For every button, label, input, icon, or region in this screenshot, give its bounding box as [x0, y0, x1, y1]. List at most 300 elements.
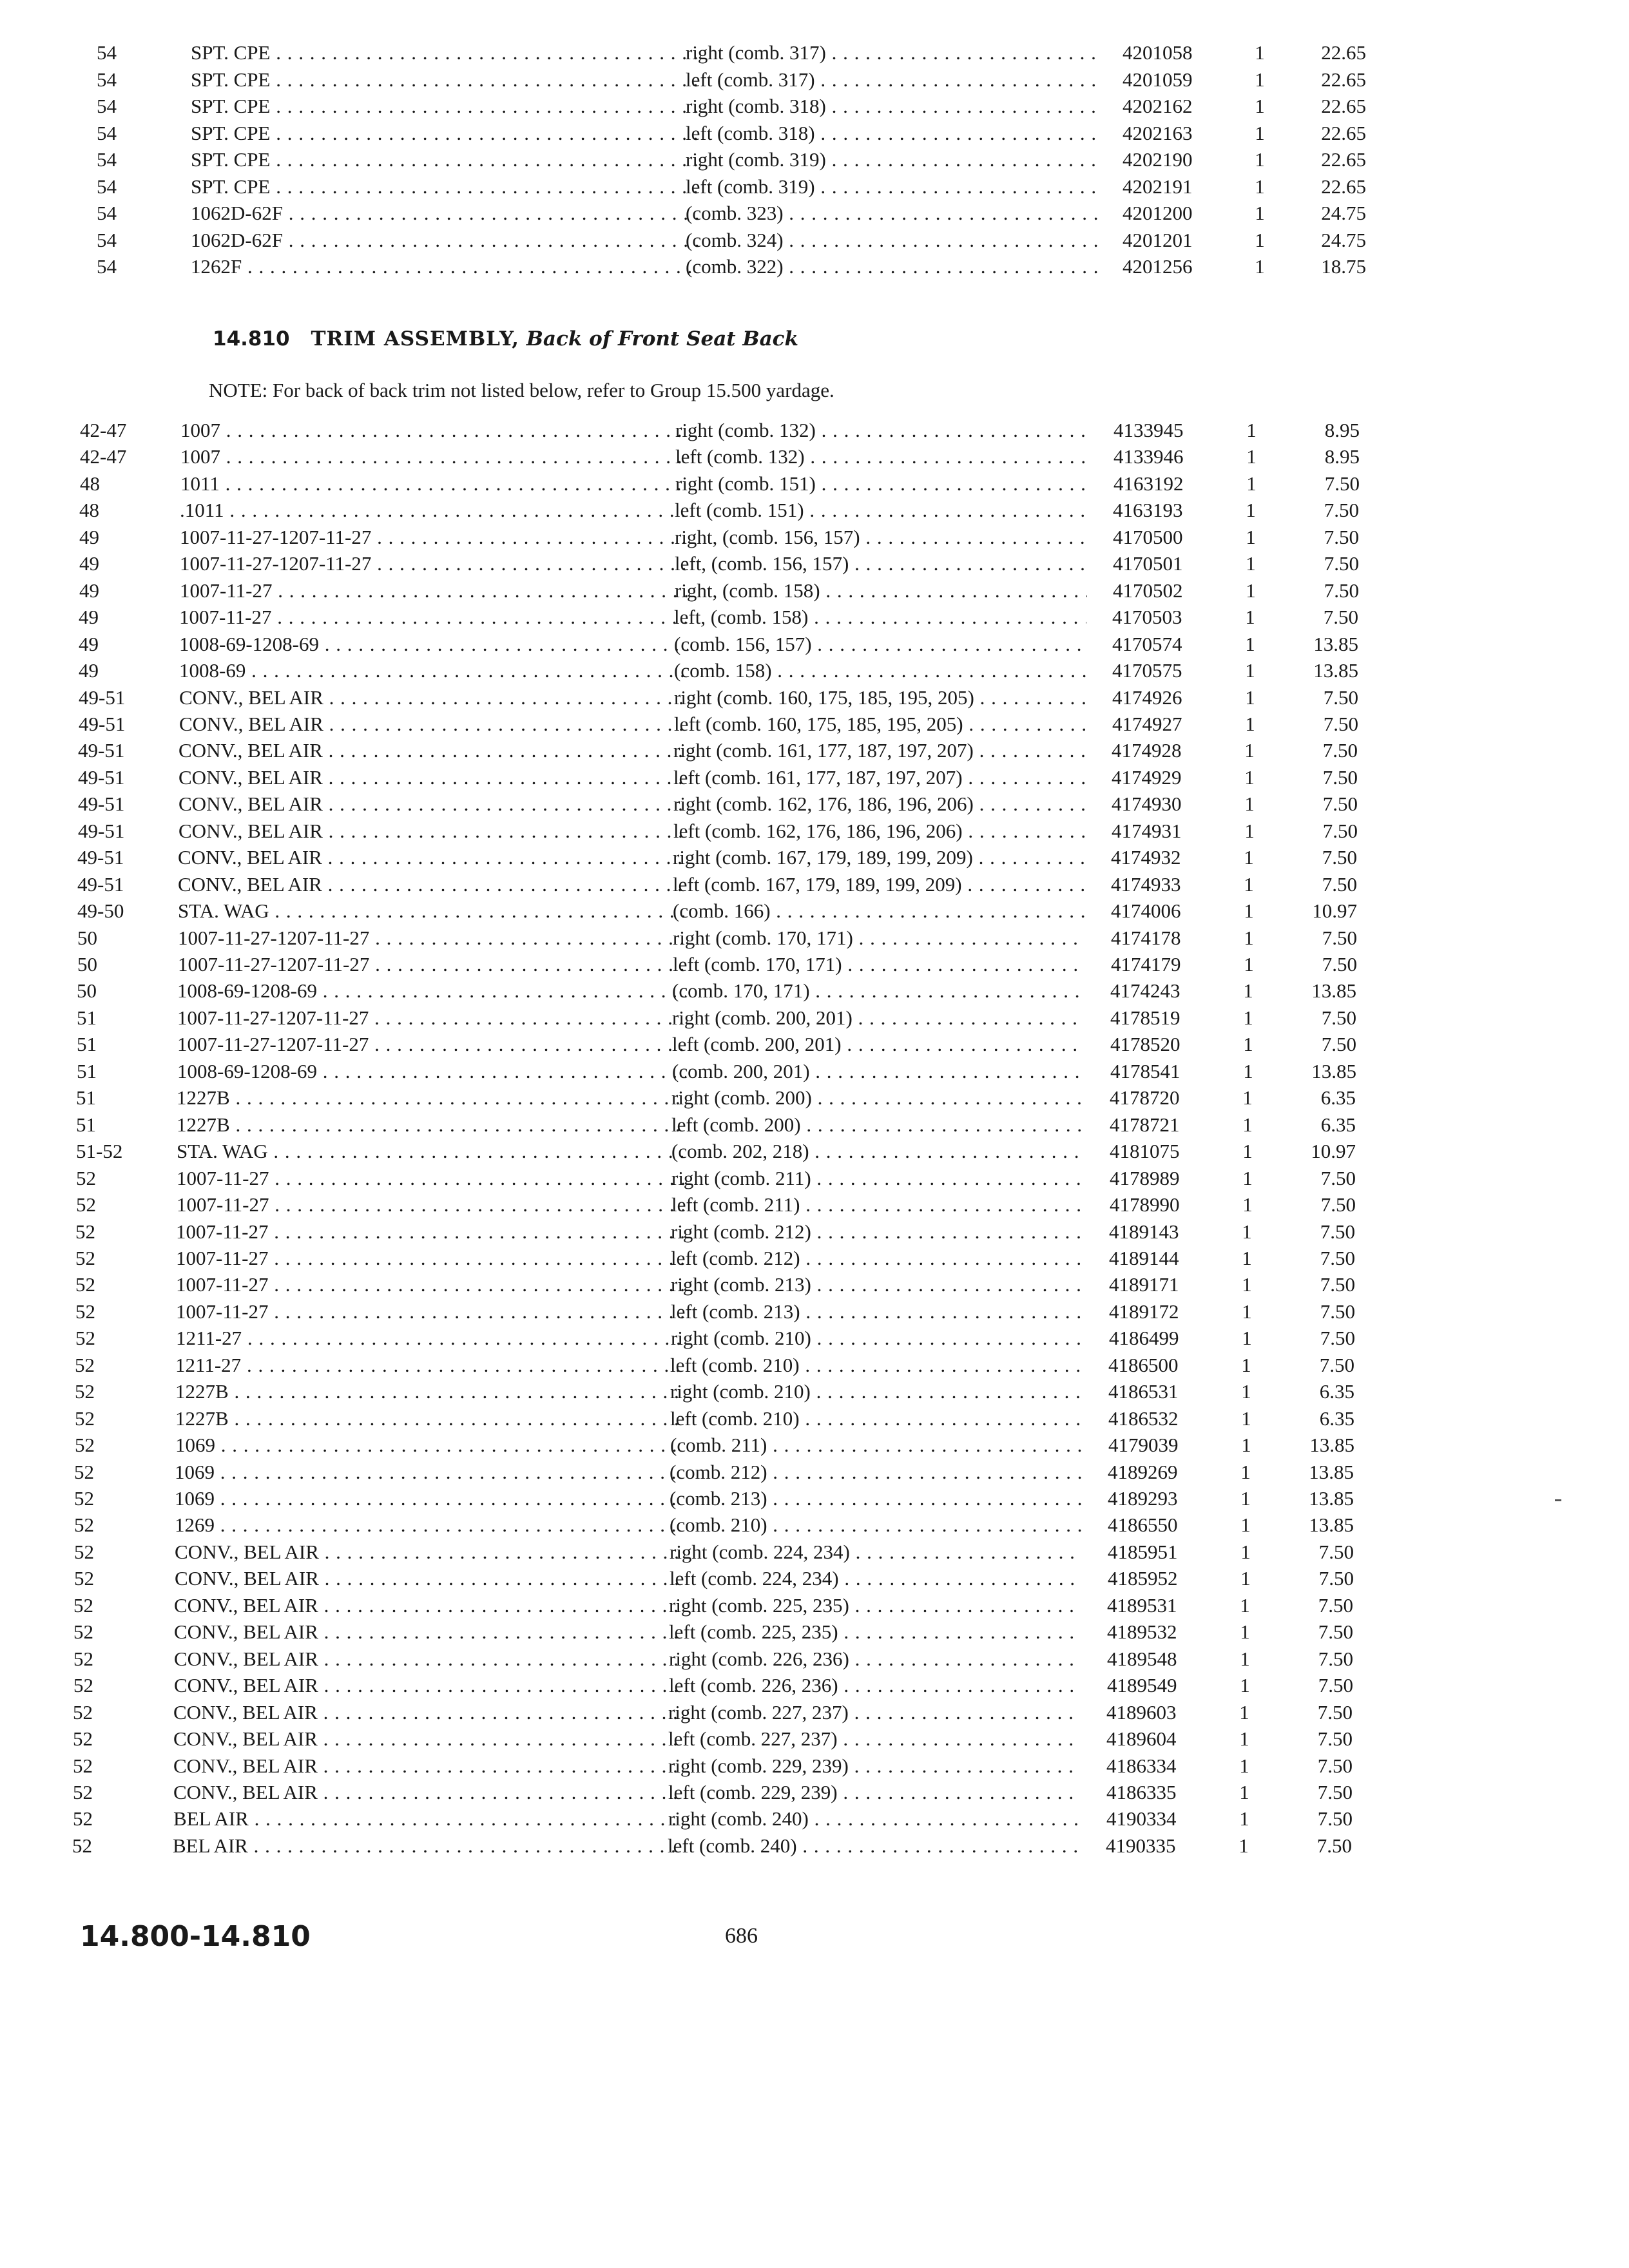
part-number-cell: 4174930: [1112, 793, 1182, 816]
description-cell: left (comb. 224, 234) . . .: [670, 1566, 1082, 1591]
description-cell: right (comb. 225, 235) . . .: [669, 1593, 1081, 1619]
year-cell: 49-51: [78, 819, 125, 842]
year-cell: 52: [74, 1487, 94, 1510]
table-row: [0, 711, 1628, 737]
year-cell: 52: [73, 1727, 93, 1751]
model-cell: STA. WAG . . .: [177, 1139, 686, 1164]
part-number-cell: 4181075: [1110, 1140, 1180, 1163]
table-row: [0, 1032, 1626, 1057]
table-row: [0, 1700, 1622, 1725]
description-cell: left (comb. 317) . . .: [686, 67, 1098, 93]
table-row: [0, 631, 1628, 657]
part-number-cell: 4189293: [1108, 1487, 1178, 1510]
price-cell: 10.97: [1311, 1140, 1356, 1163]
part-number-cell: 4202162: [1123, 95, 1193, 117]
quantity-cell: 1: [1255, 175, 1265, 198]
description-cell: (comb. 166) . . .: [673, 898, 1085, 924]
quantity-cell: 1: [1241, 1353, 1251, 1376]
description-cell: left (comb. 229, 239) . . .: [668, 1780, 1081, 1805]
description-cell: right (comb. 162, 176, 186, 196, 206) . . .: [673, 791, 1086, 817]
price-cell: 22.65: [1321, 68, 1366, 91]
description-cell: left (comb. 160, 175, 185, 195, 205) . . .: [674, 711, 1086, 737]
year-cell: 49: [79, 606, 99, 629]
description-cell: right (comb. 319) . . .: [686, 147, 1098, 173]
table-row: [0, 1512, 1623, 1538]
year-cell: 51: [76, 1113, 96, 1136]
price-cell: 22.65: [1321, 175, 1366, 198]
quantity-cell: 1: [1241, 1407, 1251, 1430]
year-cell: 54: [97, 95, 117, 117]
quantity-cell: 1: [1246, 552, 1256, 575]
model-cell: 1062D-62F . . .: [191, 227, 700, 253]
description-cell: right (comb. 227, 237) . . .: [668, 1700, 1081, 1725]
model-cell: SPT. CPE . . .: [191, 120, 700, 146]
quantity-cell: 1: [1242, 1300, 1252, 1323]
quantity-cell: 1: [1241, 1380, 1251, 1403]
price-cell: 7.50: [1317, 1780, 1353, 1803]
quantity-cell: 1: [1255, 228, 1265, 251]
model-cell: 1211-27 . . .: [175, 1352, 684, 1378]
year-cell: 52: [74, 1460, 94, 1483]
quantity-cell: 1: [1244, 739, 1255, 762]
quantity-cell: 1: [1243, 1033, 1253, 1056]
table-row: [0, 1139, 1625, 1164]
year-cell: 52: [75, 1434, 95, 1457]
table-row: [0, 604, 1628, 630]
price-cell: 7.50: [1324, 552, 1359, 575]
model-cell: 1007-11-27 . . .: [177, 1192, 686, 1218]
part-number-cell: 4189269: [1108, 1460, 1178, 1483]
year-cell: 52: [72, 1834, 92, 1857]
model-cell: 1269 . . .: [175, 1512, 684, 1538]
group-range: 14.800-14.810: [80, 1920, 311, 1953]
model-cell: CONV., BEL AIR . . .: [174, 1593, 683, 1619]
part-number-cell: 4189143: [1109, 1220, 1179, 1243]
part-number-cell: 4186500: [1108, 1353, 1179, 1376]
year-cell: 49-51: [79, 712, 126, 735]
price-cell: 7.50: [1324, 499, 1359, 522]
quantity-cell: 1: [1244, 926, 1254, 949]
quantity-cell: 1: [1242, 1246, 1252, 1269]
year-cell: 42-47: [80, 419, 127, 441]
part-number-cell: 4201058: [1123, 41, 1193, 64]
description-cell: right (comb. 200, 201) . . .: [672, 1005, 1084, 1031]
quantity-cell: 1: [1244, 793, 1255, 816]
price-cell: 7.50: [1322, 953, 1357, 975]
description-cell: (comb. 213) . . .: [670, 1486, 1082, 1512]
price-cell: 7.50: [1324, 579, 1359, 602]
model-cell: CONV., BEL AIR . . .: [173, 1780, 682, 1805]
model-cell: SPT. CPE . . .: [191, 174, 700, 200]
quantity-cell: 1: [1241, 1434, 1251, 1457]
quantity-cell: 1: [1239, 1834, 1249, 1857]
table-row: [0, 1299, 1624, 1325]
table-row: [0, 1352, 1624, 1378]
table-row: [0, 685, 1628, 711]
part-number-cell: 4174928: [1112, 739, 1182, 762]
year-cell: 52: [73, 1647, 93, 1670]
quantity-cell: 1: [1245, 632, 1255, 655]
model-cell: 1227B . . .: [175, 1406, 684, 1432]
quantity-cell: 1: [1242, 1220, 1252, 1243]
description-cell: right (comb. 318) . . .: [686, 93, 1098, 119]
price-cell: 24.75: [1321, 202, 1366, 224]
part-number-cell: 4170575: [1112, 659, 1182, 682]
table-row: [0, 1192, 1625, 1218]
table-row: [0, 1166, 1625, 1191]
section-number: 14.810: [213, 327, 290, 351]
year-cell: 49: [79, 579, 99, 602]
table-row: [0, 1593, 1623, 1619]
description-cell: (comb. 158) . . .: [674, 658, 1086, 684]
price-cell: 7.50: [1318, 1540, 1354, 1563]
description-cell: left (comb. 161, 177, 187, 197, 207) . . .: [673, 765, 1086, 791]
model-cell: 1227B . . .: [177, 1112, 686, 1138]
part-number-cell: 4174932: [1111, 846, 1181, 869]
year-cell: 49-51: [79, 686, 126, 709]
description-cell: right (comb. 210) . . .: [670, 1379, 1083, 1405]
table-row: [0, 444, 1629, 470]
description-cell: left (comb. 213) . . .: [671, 1299, 1083, 1325]
price-cell: 7.50: [1320, 1193, 1356, 1216]
part-number-cell: 4201200: [1123, 202, 1193, 224]
part-number-cell: 4189531: [1107, 1593, 1177, 1617]
price-cell: 7.50: [1321, 1033, 1356, 1056]
part-number-cell: 4178519: [1110, 1006, 1181, 1029]
description-cell: left (comb. 240) . . .: [668, 1833, 1080, 1859]
price-cell: 7.50: [1320, 1300, 1355, 1323]
price-cell: 7.50: [1320, 1220, 1355, 1243]
price-cell: 7.50: [1322, 793, 1358, 816]
model-cell: CONV., BEL AIR . . .: [179, 711, 688, 737]
year-cell: 52: [75, 1300, 95, 1323]
year-cell: 52: [74, 1540, 94, 1563]
table-row: [0, 925, 1626, 951]
quantity-cell: 1: [1255, 255, 1265, 278]
model-cell: 1007 . . .: [180, 444, 689, 470]
year-cell: 52: [75, 1380, 95, 1403]
quantity-cell: 1: [1239, 1807, 1249, 1831]
quantity-cell: 1: [1242, 1327, 1252, 1350]
description-cell: left (comb. 200) . . .: [671, 1112, 1084, 1138]
part-number-cell: 4178541: [1110, 1059, 1181, 1082]
model-cell: 1008-69 . . .: [179, 658, 688, 684]
year-cell: 52: [75, 1407, 95, 1430]
year-cell: 54: [97, 148, 117, 171]
part-number-cell: 4178989: [1110, 1166, 1180, 1189]
description-cell: right (comb. 151) . . .: [675, 471, 1088, 497]
price-cell: 7.50: [1317, 1807, 1353, 1831]
year-cell: 49-51: [78, 765, 125, 789]
price-cell: 7.50: [1322, 872, 1357, 896]
table-row: [0, 658, 1628, 684]
model-cell: 1007-11-27 . . .: [176, 1219, 685, 1245]
quantity-cell: 1: [1255, 41, 1265, 64]
part-number-cell: 4202191: [1123, 175, 1193, 198]
quantity-cell: 1: [1245, 712, 1255, 735]
quantity-cell: 1: [1240, 1593, 1250, 1617]
year-cell: 49-50: [77, 899, 124, 923]
year-cell: 52: [73, 1807, 93, 1831]
price-cell: 7.50: [1320, 1246, 1355, 1269]
model-cell: CONV., BEL AIR . . .: [175, 1566, 684, 1591]
table-row: [0, 1619, 1623, 1645]
year-cell: 52: [73, 1593, 93, 1617]
quantity-cell: 1: [1246, 445, 1257, 468]
year-cell: 54: [97, 68, 117, 91]
table-row: [0, 471, 1629, 497]
quantity-cell: 1: [1239, 1754, 1249, 1777]
description-cell: left (comb. 151) . . .: [675, 497, 1087, 523]
price-cell: 7.50: [1322, 739, 1358, 762]
model-cell: BEL AIR . . .: [173, 1833, 682, 1859]
part-number-cell: 4189604: [1106, 1727, 1177, 1751]
part-number-cell: 4190334: [1106, 1807, 1177, 1831]
price-cell: 10.97: [1312, 899, 1357, 923]
description-cell: (comb. 156, 157) . . .: [674, 631, 1086, 657]
price-cell: 7.50: [1323, 606, 1358, 629]
quantity-cell: 1: [1240, 1460, 1251, 1483]
table-row: [0, 978, 1626, 1004]
quantity-cell: 1: [1255, 202, 1265, 224]
description-cell: left (comb. 162, 176, 186, 196, 206) . . .: [673, 818, 1086, 844]
part-number-cell: 4189171: [1109, 1273, 1179, 1296]
price-cell: 6.35: [1320, 1086, 1356, 1110]
quantity-cell: 1: [1246, 419, 1257, 441]
model-cell: CONV., BEL AIR . . .: [174, 1646, 683, 1672]
table-row: [0, 1833, 1621, 1859]
table-row: [0, 845, 1626, 870]
year-cell: 50: [77, 926, 97, 949]
quantity-cell: 1: [1244, 899, 1254, 923]
price-cell: 13.85: [1313, 632, 1358, 655]
part-number-cell: 4174926: [1112, 686, 1182, 709]
year-cell: 52: [75, 1327, 95, 1350]
year-cell: 51: [77, 1033, 97, 1056]
price-cell: 13.85: [1309, 1434, 1354, 1457]
description-cell: right (comb. 213) . . .: [671, 1272, 1083, 1298]
year-cell: 52: [73, 1674, 93, 1697]
year-cell: 49-51: [77, 872, 124, 896]
description-cell: left (comb. 212) . . .: [671, 1245, 1083, 1271]
price-cell: 7.50: [1317, 1754, 1353, 1777]
price-cell: 6.35: [1319, 1407, 1354, 1430]
quantity-cell: 1: [1242, 1140, 1253, 1163]
price-cell: 7.50: [1320, 1273, 1355, 1296]
year-cell: 49: [79, 632, 99, 655]
year-cell: 52: [74, 1514, 94, 1537]
quantity-cell: 1: [1245, 686, 1255, 709]
price-cell: 18.75: [1321, 255, 1366, 278]
description-cell: (comb. 212) . . .: [670, 1459, 1082, 1485]
section-note: NOTE: For back of back trim not listed below, refer to Group 15.500 yardage.: [209, 379, 834, 401]
model-cell: SPT. CPE . . .: [191, 93, 700, 119]
quantity-cell: 1: [1244, 872, 1254, 896]
part-number-cell: 4170503: [1112, 606, 1182, 629]
table-row: [0, 1459, 1623, 1485]
table-row: [0, 1219, 1624, 1245]
price-cell: 7.50: [1318, 1674, 1353, 1697]
description-cell: right (comb. 161, 177, 187, 197, 207) . . .: [673, 738, 1086, 764]
part-number-cell: 4174006: [1111, 899, 1181, 923]
model-cell: CONV., BEL AIR . . .: [178, 738, 688, 764]
year-cell: 51: [76, 1086, 96, 1110]
price-cell: 13.85: [1309, 1514, 1354, 1537]
price-cell: 7.50: [1324, 472, 1360, 495]
description-cell: left (comb. 210) . . .: [670, 1406, 1083, 1432]
price-cell: 7.50: [1318, 1647, 1353, 1670]
quantity-cell: 1: [1242, 1273, 1252, 1296]
table-row: [0, 1646, 1623, 1672]
description-cell: left, (comb. 156, 157) . . .: [675, 551, 1087, 577]
part-number-cell: 4178721: [1110, 1113, 1180, 1136]
part-number-cell: 4174933: [1111, 872, 1181, 896]
quantity-cell: 1: [1239, 1780, 1249, 1803]
year-cell: 52: [73, 1754, 93, 1777]
quantity-cell: 1: [1246, 579, 1256, 602]
quantity-cell: 1: [1245, 606, 1255, 629]
year-cell: 49-51: [78, 793, 125, 816]
part-number-cell: 4174178: [1111, 926, 1181, 949]
part-number-cell: 4170500: [1113, 525, 1183, 548]
year-cell: 48: [79, 499, 99, 522]
description-cell: right (comb. 224, 234) . . .: [670, 1539, 1082, 1565]
table-row: [0, 1726, 1622, 1752]
part-number-cell: 4170501: [1113, 552, 1183, 575]
price-cell: 13.85: [1309, 1460, 1354, 1483]
description-cell: left (comb. 318) . . .: [686, 120, 1098, 146]
model-cell: 1227B . . .: [175, 1379, 684, 1405]
table-row: [0, 791, 1627, 817]
part-number-cell: 4174927: [1112, 712, 1182, 735]
description-cell: left, (comb. 158) . . .: [674, 604, 1086, 630]
year-cell: 42-47: [80, 445, 127, 468]
table-row: [0, 898, 1626, 924]
year-cell: 52: [75, 1353, 95, 1376]
table-row: [0, 872, 1626, 898]
description-cell: right (comb. 200) . . .: [671, 1085, 1084, 1111]
part-number-cell: 4186550: [1108, 1514, 1178, 1537]
description-cell: right, (comb. 156, 157) . . .: [675, 524, 1087, 550]
price-cell: 7.50: [1318, 1567, 1354, 1590]
description-cell: right, (comb. 158) . . .: [675, 578, 1087, 604]
quantity-cell: 1: [1243, 979, 1253, 1003]
model-cell: 1007-11-27 . . .: [176, 1272, 685, 1298]
description-cell: left (comb. 227, 237) . . .: [668, 1726, 1081, 1752]
description-cell: right (comb. 170, 171) . . .: [673, 925, 1085, 951]
model-cell: CONV., BEL AIR . . .: [174, 1619, 683, 1645]
quantity-cell: 1: [1242, 1113, 1253, 1136]
price-cell: 7.50: [1319, 1353, 1354, 1376]
table-row: [0, 1112, 1625, 1138]
table-row: [0, 952, 1626, 977]
description-cell: left (comb. 211) . . .: [671, 1192, 1084, 1218]
model-cell: 1069 . . .: [175, 1459, 684, 1485]
year-cell: 51-52: [76, 1140, 123, 1163]
part-number-cell: 4186334: [1106, 1754, 1177, 1777]
table-row: [0, 418, 1629, 443]
part-number-cell: 4190335: [1106, 1834, 1176, 1857]
price-cell: 7.50: [1322, 846, 1357, 869]
part-number-cell: 4201201: [1123, 228, 1193, 251]
price-cell: 7.50: [1318, 1620, 1353, 1644]
model-cell: 1007-11-27-1207-11-27 . . .: [177, 1032, 686, 1057]
part-number-cell: 4174179: [1111, 953, 1181, 975]
description-cell: (comb. 210) . . .: [670, 1512, 1082, 1538]
model-cell: 1007-11-27-1207-11-27 . . .: [178, 925, 687, 951]
part-number-cell: 4163192: [1113, 472, 1184, 495]
description-cell: left (comb. 210) . . .: [670, 1352, 1083, 1378]
model-cell: 1011 . . .: [180, 471, 689, 497]
table-row: [0, 1780, 1622, 1805]
year-cell: 54: [97, 202, 117, 224]
table-row: [0, 1272, 1624, 1298]
price-cell: 7.50: [1318, 1593, 1353, 1617]
year-cell: 52: [74, 1567, 94, 1590]
quantity-cell: 1: [1240, 1647, 1250, 1670]
quantity-cell: 1: [1240, 1567, 1251, 1590]
description-cell: (comb. 200, 201) . . .: [672, 1059, 1084, 1084]
year-cell: 49: [79, 552, 99, 575]
description-cell: (comb. 323) . . .: [686, 200, 1098, 226]
section-title: TRIM ASSEMBLY,: [311, 327, 519, 351]
table-row: [0, 1325, 1624, 1351]
price-cell: 7.50: [1320, 1327, 1355, 1350]
description-cell: left (comb. 319) . . .: [686, 174, 1098, 200]
section-subtitle: Back of Front Seat Back: [526, 327, 799, 351]
part-number-cell: 4185951: [1108, 1540, 1178, 1563]
model-cell: SPT. CPE . . .: [191, 40, 700, 66]
model-cell: .1011 . . .: [180, 497, 689, 523]
model-cell: 1211-27 . . .: [176, 1325, 685, 1351]
year-cell: 54: [97, 41, 117, 64]
table-row: [0, 1059, 1626, 1084]
part-number-cell: 4202163: [1123, 121, 1193, 144]
page-number: 686: [725, 1924, 758, 1948]
year-cell: 49-51: [77, 846, 124, 869]
model-cell: CONV., BEL AIR . . .: [179, 685, 688, 711]
price-cell: 6.35: [1319, 1380, 1354, 1403]
table-row: [0, 1486, 1623, 1512]
price-cell: 7.50: [1317, 1700, 1353, 1724]
price-cell: 22.65: [1321, 95, 1366, 117]
quantity-cell: 1: [1240, 1540, 1251, 1563]
description-cell: (comb. 324) . . .: [686, 227, 1098, 253]
model-cell: 1007-11-27-1207-11-27 . . .: [177, 1005, 686, 1031]
price-cell: 8.95: [1324, 445, 1360, 468]
year-cell: 52: [76, 1166, 96, 1189]
price-cell: 7.50: [1320, 1166, 1356, 1189]
model-cell: 1007-11-27 . . .: [180, 578, 689, 604]
part-number-cell: 4185952: [1108, 1567, 1178, 1590]
year-cell: 52: [73, 1700, 93, 1724]
description-cell: left (comb. 225, 235) . . .: [669, 1619, 1081, 1645]
description-cell: right (comb. 317) . . .: [686, 40, 1098, 66]
description-cell: left (comb. 200, 201) . . .: [672, 1032, 1084, 1057]
model-cell: CONV., BEL AIR . . .: [178, 791, 688, 817]
part-number-cell: 4174931: [1112, 819, 1182, 842]
year-cell: 49: [79, 659, 99, 682]
model-cell: BEL AIR . . .: [173, 1806, 682, 1832]
table-row: [0, 1379, 1624, 1405]
description-cell: right (comb. 211) . . .: [671, 1166, 1084, 1191]
price-cell: 7.50: [1323, 686, 1358, 709]
description-cell: right (comb. 240) . . .: [668, 1806, 1081, 1832]
model-cell: 1007-11-27-1207-11-27 . . .: [178, 952, 687, 977]
part-number-cell: 4186335: [1106, 1780, 1177, 1803]
part-number-cell: 4174243: [1110, 979, 1181, 1003]
price-cell: 7.50: [1322, 926, 1357, 949]
